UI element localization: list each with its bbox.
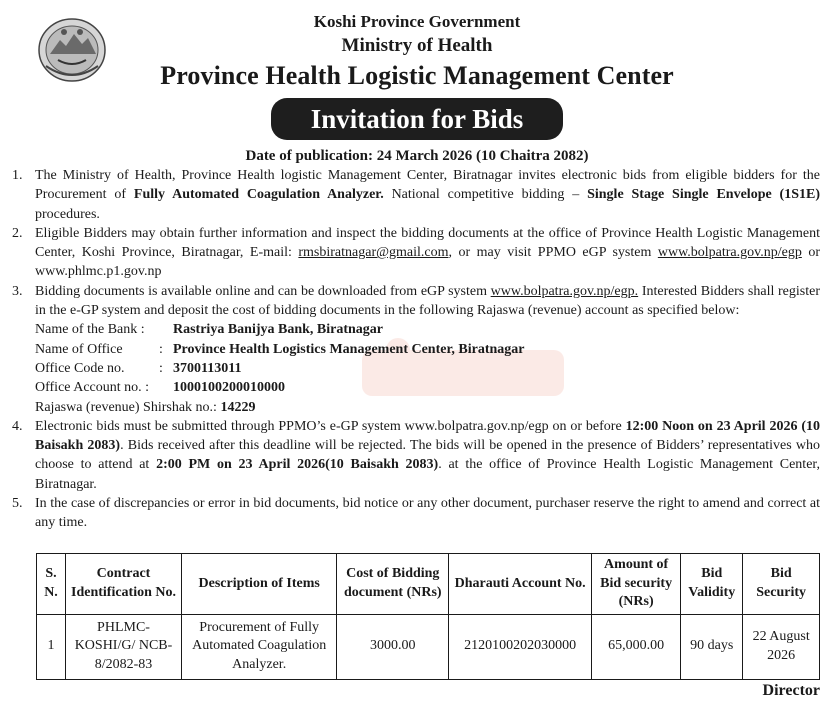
table-cell: 2120100202030000 — [449, 614, 592, 679]
table-cell: 90 days — [681, 614, 743, 679]
header-ministry: Ministry of Health — [341, 35, 493, 56]
notice-title-banner — [271, 98, 563, 140]
col-header: Contract Identification No. — [66, 554, 182, 615]
bank-value: Rastriya Banijya Bank, Biratnagar — [173, 322, 384, 338]
clause-1-text-a: The Ministry of Health, Province Health logistic Management Center, Biratnagar invites electronic bids from eligible bidders for the Procurement of — [35, 168, 820, 203]
clause-2-text-c: or www.phlmc.p1.gov.np — [35, 245, 820, 280]
header-government: Koshi Province Government — [313, 12, 521, 31]
egp-link[interactable]: www.bolpatra.gov.np/egp — [657, 245, 802, 261]
clause-1 — [12, 166, 820, 224]
col-header: Bid Security — [743, 554, 820, 615]
account-label: Office Account no. : — [35, 380, 150, 396]
clause-text — [35, 224, 820, 282]
clause-2-text-a: Eligible Bidders may obtain further information and inspect the bidding documents at the office of Province Health Logistic Management Center, Koshi Province, Biratnagar, E-mail: — [35, 225, 820, 261]
bank-row — [35, 320, 820, 339]
col-header: Dharauti Account No. — [449, 554, 592, 615]
office-label: Name of Office — [35, 341, 123, 357]
office-code-row — [35, 359, 820, 378]
clause-4 — [12, 417, 820, 494]
office-value: Province Health Logistics Management Center, Biratnagar — [173, 341, 525, 357]
clause-text — [35, 166, 820, 224]
table-cell: 65,000.00 — [592, 614, 681, 679]
bid-details-table — [36, 553, 820, 680]
clause-number: 3. — [12, 283, 23, 299]
header-center: Province Health Logistic Management Center — [160, 61, 674, 90]
col-header: Description of Items — [182, 554, 337, 615]
clause-4-text-a: Electronic bids must be submitted through PPMO’s e-GP system www.bolpatra.gov.np/egp on or before — [35, 418, 626, 434]
clause-4-text-e: . at the office of Province Health Logistic Management Center, Biratnagar. — [35, 457, 821, 492]
clause-number: 5. — [12, 496, 23, 512]
clause-text: In the case of discrepancies or error in bid documents, bid notice or any other document, purchaser reserve the right to amend and correct at any time. — [35, 496, 820, 531]
egp-link[interactable]: www.bolpatra.gov.np/egp. — [490, 283, 639, 299]
clause-3-text-a: Bidding documents is available online and can be downloaded from eGP system — [35, 283, 491, 299]
email-link[interactable]: rmsbiratnagar@gmail.com — [298, 245, 449, 261]
clause-text — [35, 417, 820, 494]
col-header: Bid Validity — [681, 554, 743, 615]
clause-1-text-e: procedures. — [35, 206, 100, 222]
bank-label: Name of the Bank : — [35, 322, 145, 338]
notice-body — [12, 166, 820, 533]
shirshak-label: Rajaswa (revenue) Shirshak no.: — [35, 399, 221, 415]
opening-time: 2:00 PM on 23 April 2026(10 Baisakh 2083) — [156, 457, 439, 473]
account-value: 1000100200010000 — [173, 380, 285, 396]
account-row — [35, 378, 820, 397]
office-code-label: Office Code no. — [35, 360, 125, 376]
col-header: Amount of Bid security (NRs) — [592, 554, 681, 615]
clause-number: 1. — [12, 168, 23, 183]
clause-2 — [12, 224, 820, 282]
clause-number: 4. — [12, 418, 23, 434]
publication-date: Date of publication: 24 March 2026 (10 Chaitra 2082) — [245, 148, 589, 164]
clause-3 — [12, 282, 820, 417]
clause-number: 2. — [12, 225, 23, 241]
submission-deadline: 12:00 Noon on 23 April 2026 (10 Baisakh 2083) — [35, 418, 821, 454]
procurement-item: Fully Automated Coagulation Analyzer. — [133, 187, 384, 203]
clause-3-text-b: Interested Bidders shall register in the e-GP system and deposit the cost of bidding documents in the following Rajaswa (revenue) account as specified below: — [35, 283, 821, 319]
table-row — [37, 614, 820, 679]
table-cell: 1 — [37, 614, 66, 679]
clause-2-text-b: , or may visit PPMO eGP system — [448, 245, 658, 261]
clause-5 — [12, 494, 820, 533]
signoff-director: Director — [762, 682, 820, 699]
table-cell: PHLMC-KOSHI/G/ NCB-8/2082-83 — [66, 614, 182, 679]
office-row — [35, 340, 820, 359]
shirshak-row — [35, 398, 820, 417]
office-code-colon: : — [159, 360, 163, 376]
notice-title: Invitation for Bids — [310, 103, 524, 134]
shirshak-value: 14229 — [220, 399, 256, 415]
office-code-value: 3700113011 — [173, 360, 242, 376]
clause-1-text-c: National competitive bidding – — [383, 187, 588, 203]
clause-4-text-c: . Bids received after this deadline will be rejected. The bids will be opened in the presence of Bidders’ representatives who choose to attend at — [35, 438, 820, 473]
col-header: S. N. — [37, 554, 66, 615]
table-cell: Procurement of Fully Automated Coagulation Analyzer. — [182, 614, 337, 679]
table-header-row — [37, 554, 820, 615]
office-colon: : — [159, 341, 163, 357]
col-header: Cost of Bidding document (NRs) — [337, 554, 449, 615]
table-cell: 3000.00 — [337, 614, 449, 679]
table-cell: 22 August 2026 — [743, 614, 820, 679]
clause-text — [35, 282, 820, 417]
bidding-procedure: Single Stage Single Envelope (1S1E) — [587, 187, 820, 203]
